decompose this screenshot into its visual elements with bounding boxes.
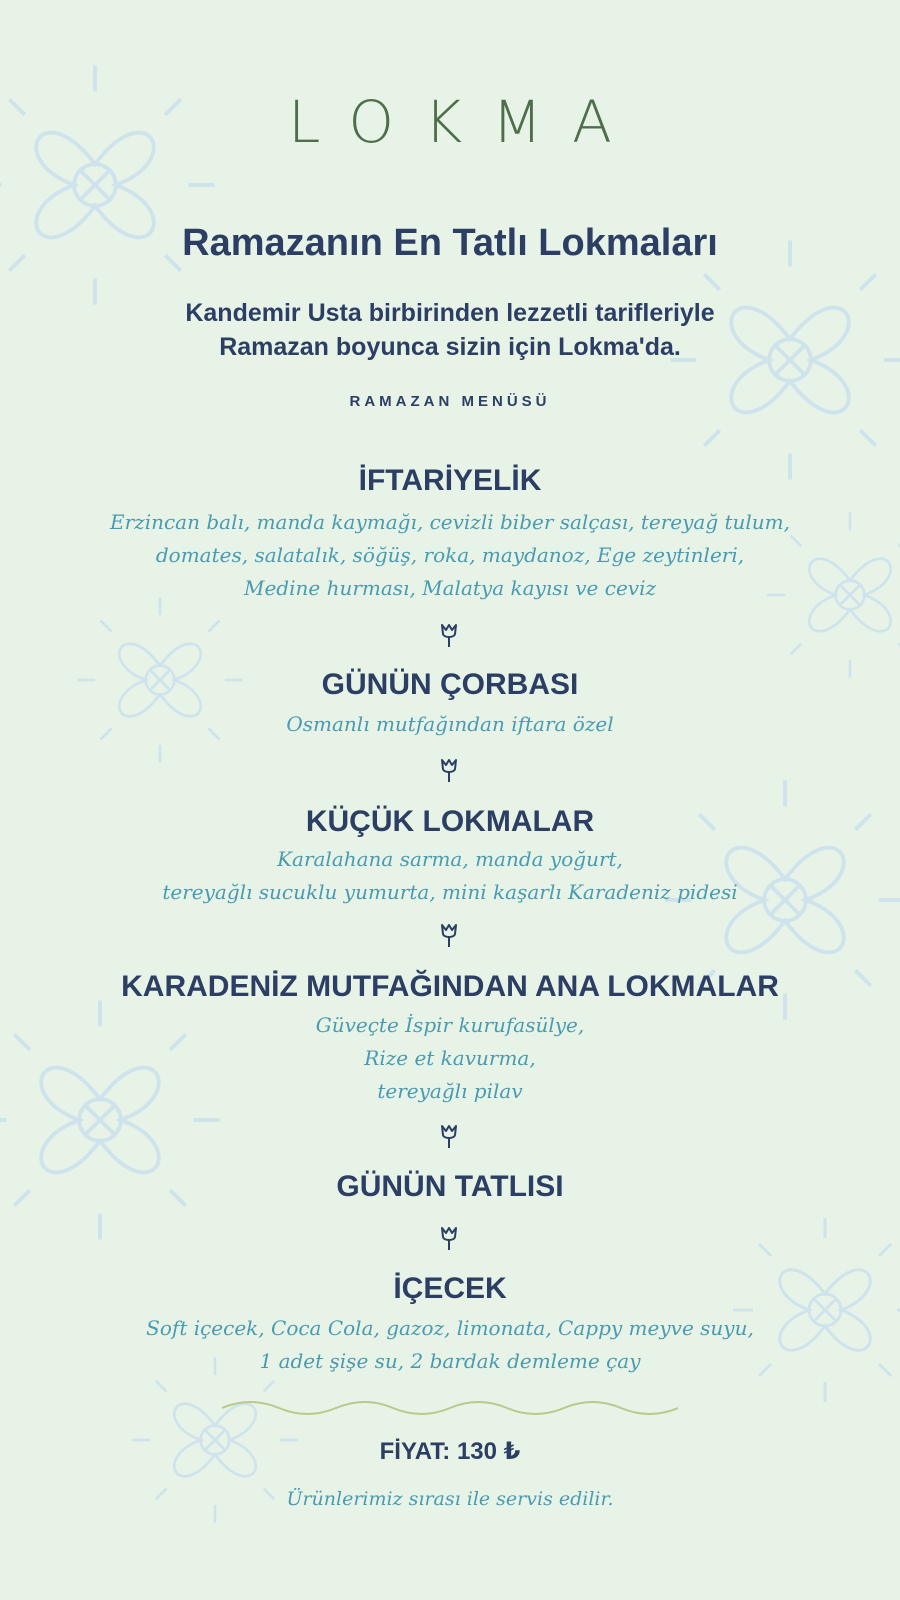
price-label: FİYAT: 130 ₺	[379, 1438, 521, 1465]
desc-line: Güveçte İspir kurufasülye,	[315, 1013, 585, 1037]
section-title-icecek: İÇECEK	[393, 1272, 507, 1305]
desc-line: Karalahana sarma, manda yoğurt,	[277, 847, 623, 871]
section-title-gunun-tatlisi: GÜNÜN TATLISI	[336, 1170, 564, 1203]
tulip-icon	[438, 757, 460, 783]
intro-line: Kandemir Usta birbirinden lezzetli tarifleriyle	[185, 299, 715, 327]
section-title-ana-lokmalar: KARADENİZ MUTFAĞINDAN ANA LOKMALAR	[121, 970, 779, 1003]
desc-line: tereyağlı sucuklu yumurta, mini kaşarlı Karadeniz pidesi	[162, 880, 738, 904]
menu-label: RAMAZAN MENÜSÜ	[349, 393, 551, 410]
wave-divider-icon	[222, 1398, 678, 1416]
tulip-icon	[438, 1225, 460, 1251]
tulip-icon	[438, 622, 460, 648]
desc-line: tereyağlı pilav	[377, 1079, 523, 1103]
service-note: Ürünlerimiz sırası ile servis edilir.	[286, 1488, 614, 1510]
intro-line: Ramazan boyunca sizin için Lokma'da.	[219, 333, 681, 361]
desc-line: Soft içecek, Coca Cola, gazoz, limonata, Cappy meyve suyu,	[146, 1316, 754, 1340]
section-desc-gunun-corbasi	[0, 708, 900, 741]
desc-line: Medine hurması, Malatya kayısı ve ceviz	[243, 576, 657, 600]
desc-line: domates, salatalık, söğüş, roka, maydanoz, Ege zeytinleri,	[155, 543, 745, 567]
intro-text	[0, 296, 900, 364]
page-title: Ramazanın En Tatlı Lokmaları	[182, 222, 718, 264]
brand-logo: LOKMA	[288, 88, 642, 156]
section-desc-iftariyelik	[0, 506, 900, 605]
desc-line: Osmanlı mutfağından iftara özel	[286, 712, 614, 736]
tulip-icon	[438, 1123, 460, 1149]
section-desc-ana-lokmalar	[0, 1009, 900, 1108]
section-title-iftariyelik: İFTARİYELİK	[358, 464, 542, 497]
desc-line: Erzincan balı, manda kaymağı, cevizli biber salçası, tereyağ tulum,	[110, 510, 790, 534]
section-title-gunun-corbasi: GÜNÜN ÇORBASI	[321, 668, 579, 701]
section-desc-icecek	[0, 1312, 900, 1378]
desc-line: Rize et kavurma,	[364, 1046, 536, 1070]
section-desc-kucuk-lokmalar	[0, 843, 900, 909]
tulip-icon	[438, 922, 460, 948]
desc-line: 1 adet şişe su, 2 bardak demleme çay	[259, 1349, 641, 1373]
section-title-kucuk-lokmalar: KÜÇÜK LOKMALAR	[305, 805, 595, 838]
